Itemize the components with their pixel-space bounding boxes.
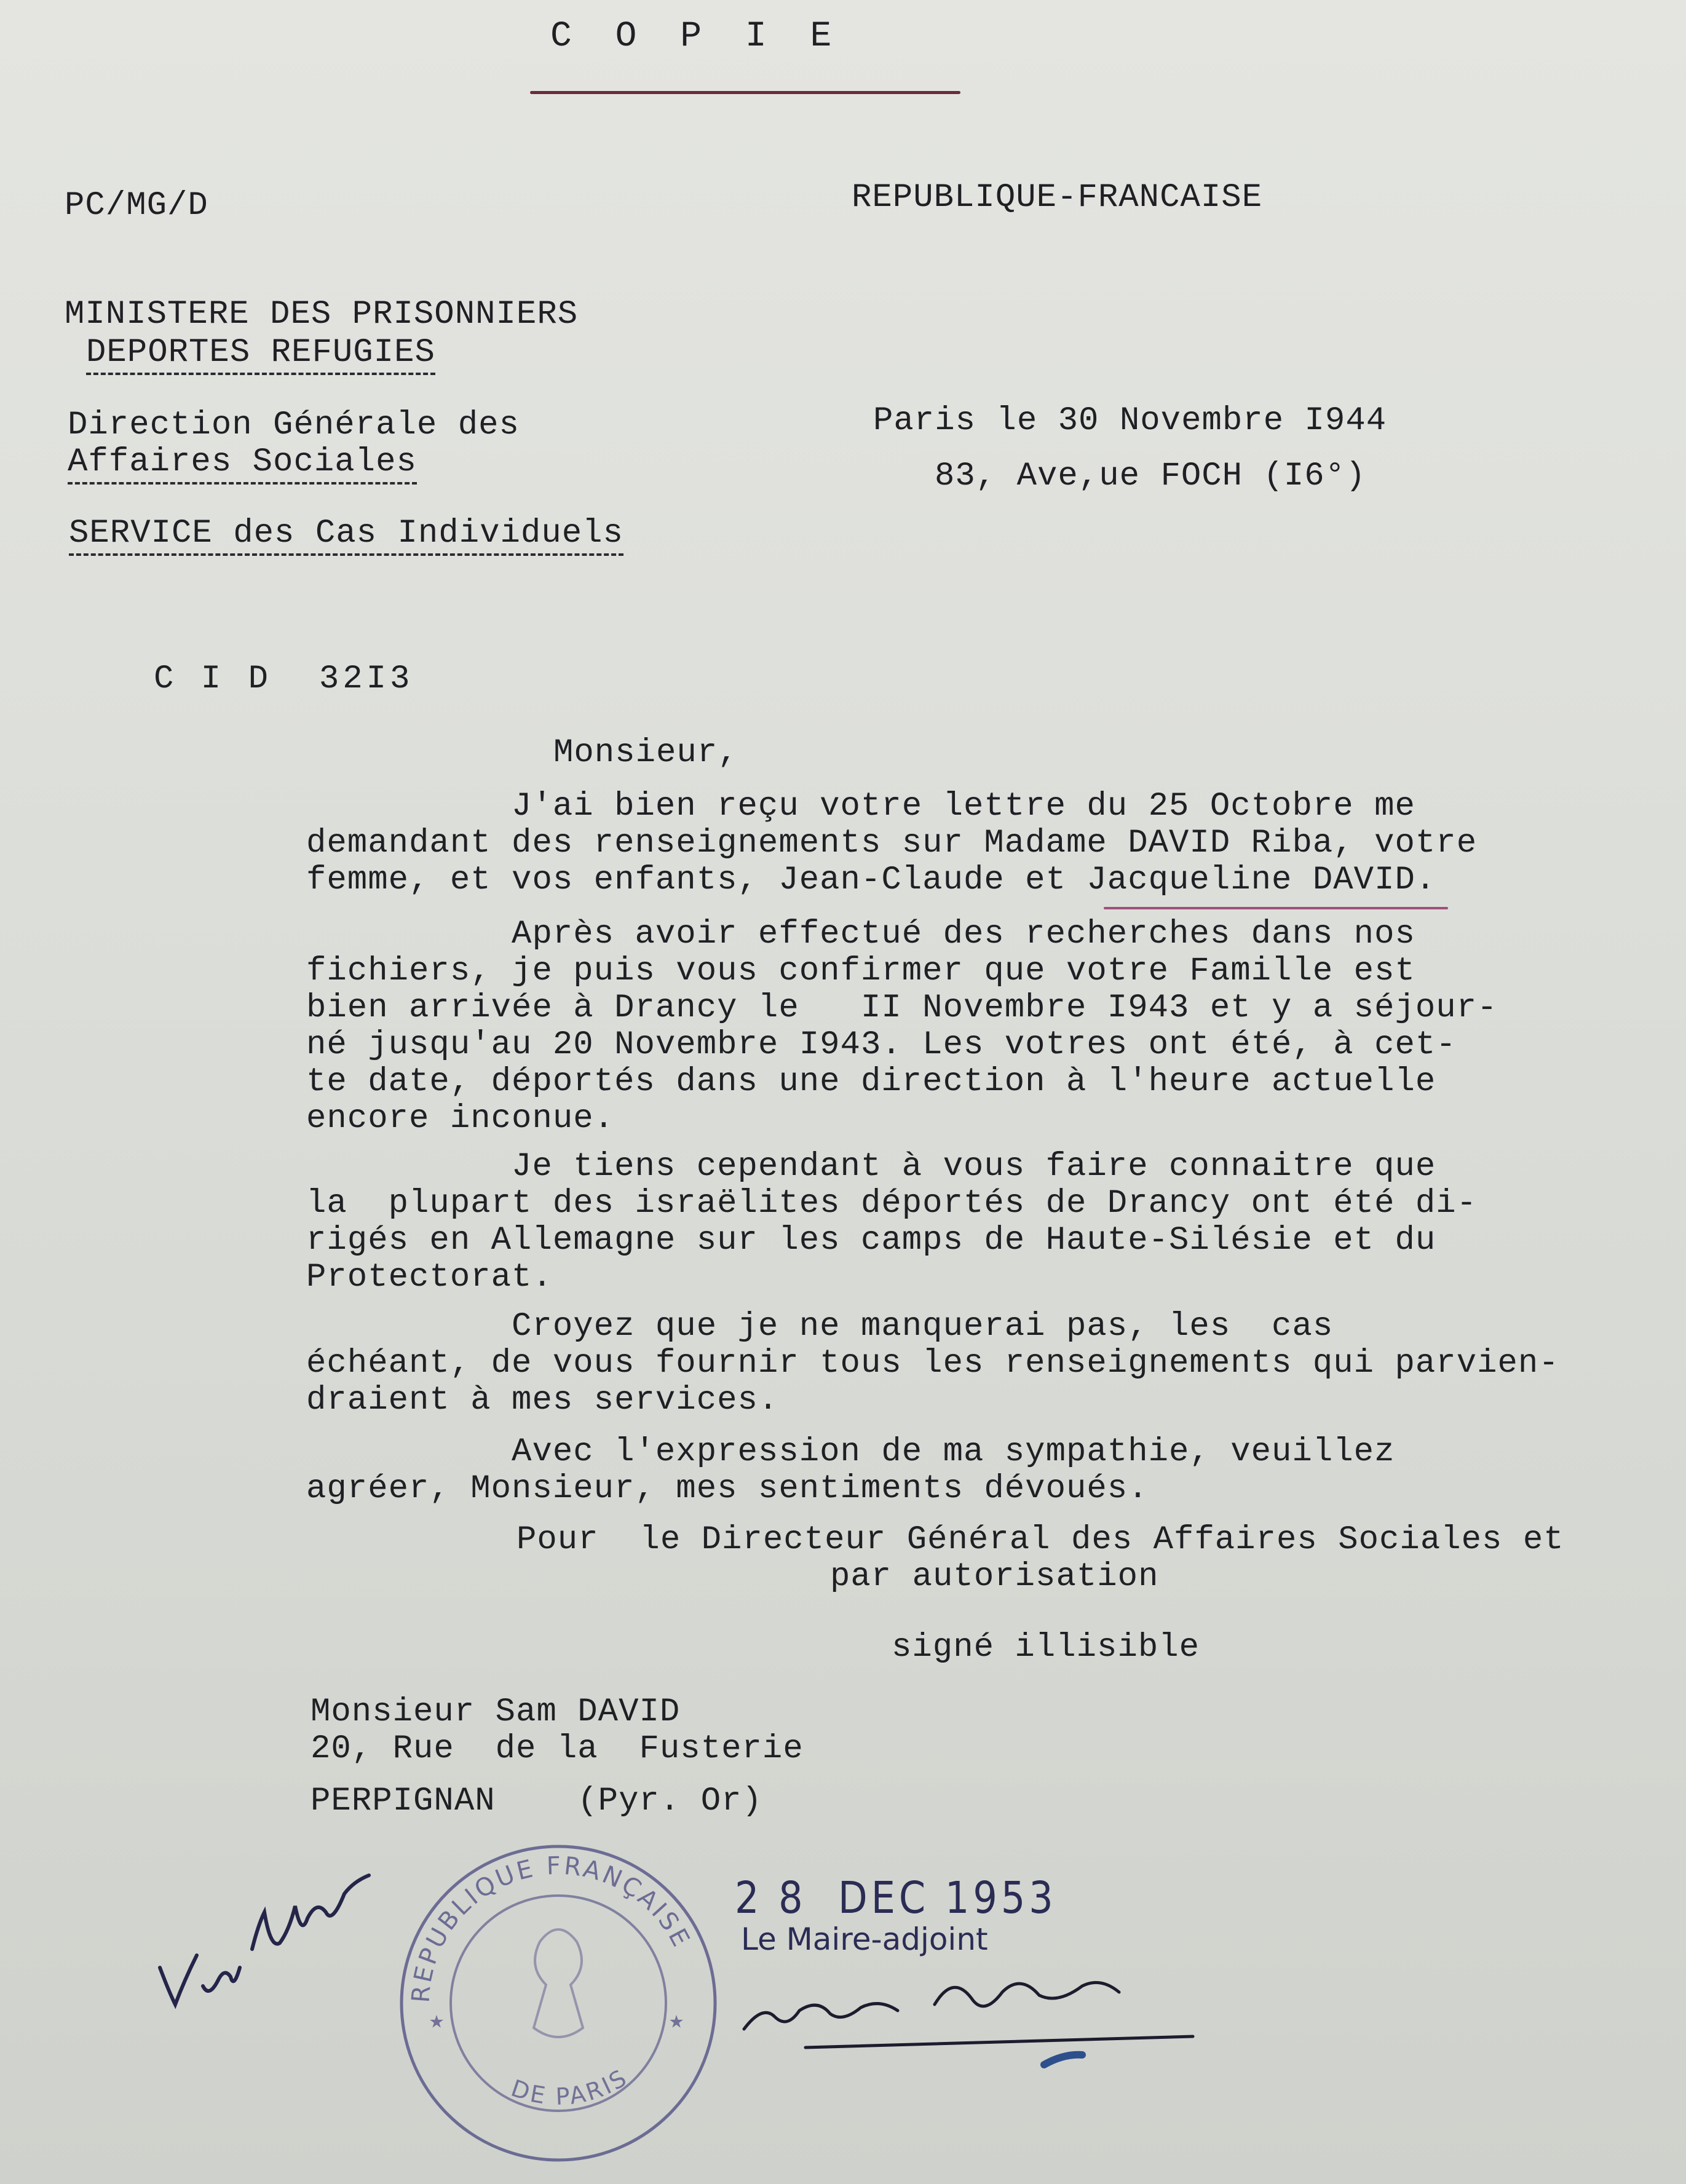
p1-line: J'ai bien reçu votre lettre du 25 Octobre me: [306, 788, 1415, 825]
p2-line: né jusqu'au 20 Novembre I943. Les votres ont été, à cet-: [306, 1026, 1457, 1064]
p2-line: bien arrivée à Drancy le II Novembre I943 et y a séjour-: [306, 989, 1498, 1027]
p2-line: te date, déportés dans une direction à l'heure actuelle: [306, 1063, 1436, 1101]
address-line: 83, Ave,ue FOCH (I6°): [935, 457, 1366, 495]
handwritten-vu-piece: [148, 1845, 394, 2029]
p3-line: Protectorat.: [306, 1259, 553, 1296]
paragraph-5: [306, 1434, 1671, 1508]
seal-bottom-text: DE PARIS: [507, 2063, 633, 2110]
date-stamp: 2 8 DEC 1953: [735, 1872, 1057, 1924]
p1-line: femme, et vos enfants, Jean-Claude et Jacqueline DAVID.: [306, 861, 1436, 899]
paragraph-4: [306, 1308, 1671, 1419]
seal-top-text: REPUBLIQUE FRANÇAISE: [406, 1851, 696, 2004]
reference: PC/MG/D: [65, 187, 208, 224]
p2-line: Après avoir effectué des recherches dans nos: [306, 916, 1415, 953]
ministry-line1: MINISTERE DES PRISONNIERS: [65, 296, 579, 333]
paragraph-1: [306, 788, 1671, 899]
mayor-stamp: Le Maire-adjoint: [741, 1921, 988, 1957]
ink-mark: [1039, 2048, 1088, 2072]
mayor-signature: [738, 1955, 1205, 2054]
signature-note: signé illisible: [892, 1629, 1200, 1666]
paragraph-3: [306, 1149, 1671, 1296]
service-line: SERVICE des Cas Individuels: [69, 515, 623, 556]
recipient-street: 20, Rue de la Fusterie: [311, 1730, 804, 1768]
title-rule: [530, 91, 960, 94]
svg-text:REPUBLIQUE FRANÇAISE: [407, 1852, 696, 2004]
p2-line: fichiers, je puis vous confirmer que votre Famille est: [306, 952, 1415, 990]
copy-title: C O P I E: [550, 17, 843, 57]
seal-stamp: [386, 1825, 730, 2169]
direction-line2: Affaires Sociales: [68, 444, 417, 485]
recipient-city: PERPIGNAN (Pyr. Or): [311, 1782, 762, 1820]
recipient-name: Monsieur Sam DAVID: [311, 1693, 681, 1731]
p5-line: Avec l'expression de ma sympathie, veuillez: [306, 1433, 1395, 1471]
date-line: Paris le 30 Novembre I944: [873, 402, 1387, 440]
direction-line1: Direction Générale des: [68, 406, 520, 444]
p1-line: demandant des renseignements sur Madame DAVID Riba, votre: [306, 825, 1478, 862]
cid-reference: C I D 32I3: [154, 660, 414, 698]
paragraph-2: [306, 916, 1671, 1138]
svg-text:★: ★: [429, 2008, 445, 2036]
p4-line: Croyez que je ne manquerai pas, les cas: [306, 1308, 1334, 1345]
p2-line: encore inconue.: [306, 1100, 615, 1138]
p4-line: échéant, de vous fournir tous les renseignements qui parvien-: [306, 1345, 1559, 1382]
salutation: Monsieur,: [553, 734, 738, 772]
p3-line: rigés en Allemagne sur les camps de Haute-Silésie et du: [306, 1222, 1436, 1259]
ministry-line2: DEPORTES REFUGIES: [86, 334, 435, 375]
svg-text:★: ★: [669, 2008, 684, 2036]
p5-line: agréer, Monsieur, mes sentiments dévoués.: [306, 1470, 1149, 1508]
republic-heading: REPUBLIQUE-FRANCAISE: [852, 179, 1263, 216]
p3-line: Je tiens cependant à vous faire connaitre que: [306, 1148, 1436, 1185]
closing-line1: Pour le Directeur Général des Affaires Sociales et: [516, 1521, 1564, 1559]
p4-line: draient à mes services.: [306, 1382, 779, 1419]
name-underline: [1104, 907, 1448, 909]
svg-text:DE PARIS: [508, 2063, 633, 2110]
p3-line: la plupart des israëlites déportés de Drancy ont été di-: [306, 1185, 1478, 1222]
closing-line2: par autorisation: [830, 1558, 1159, 1596]
